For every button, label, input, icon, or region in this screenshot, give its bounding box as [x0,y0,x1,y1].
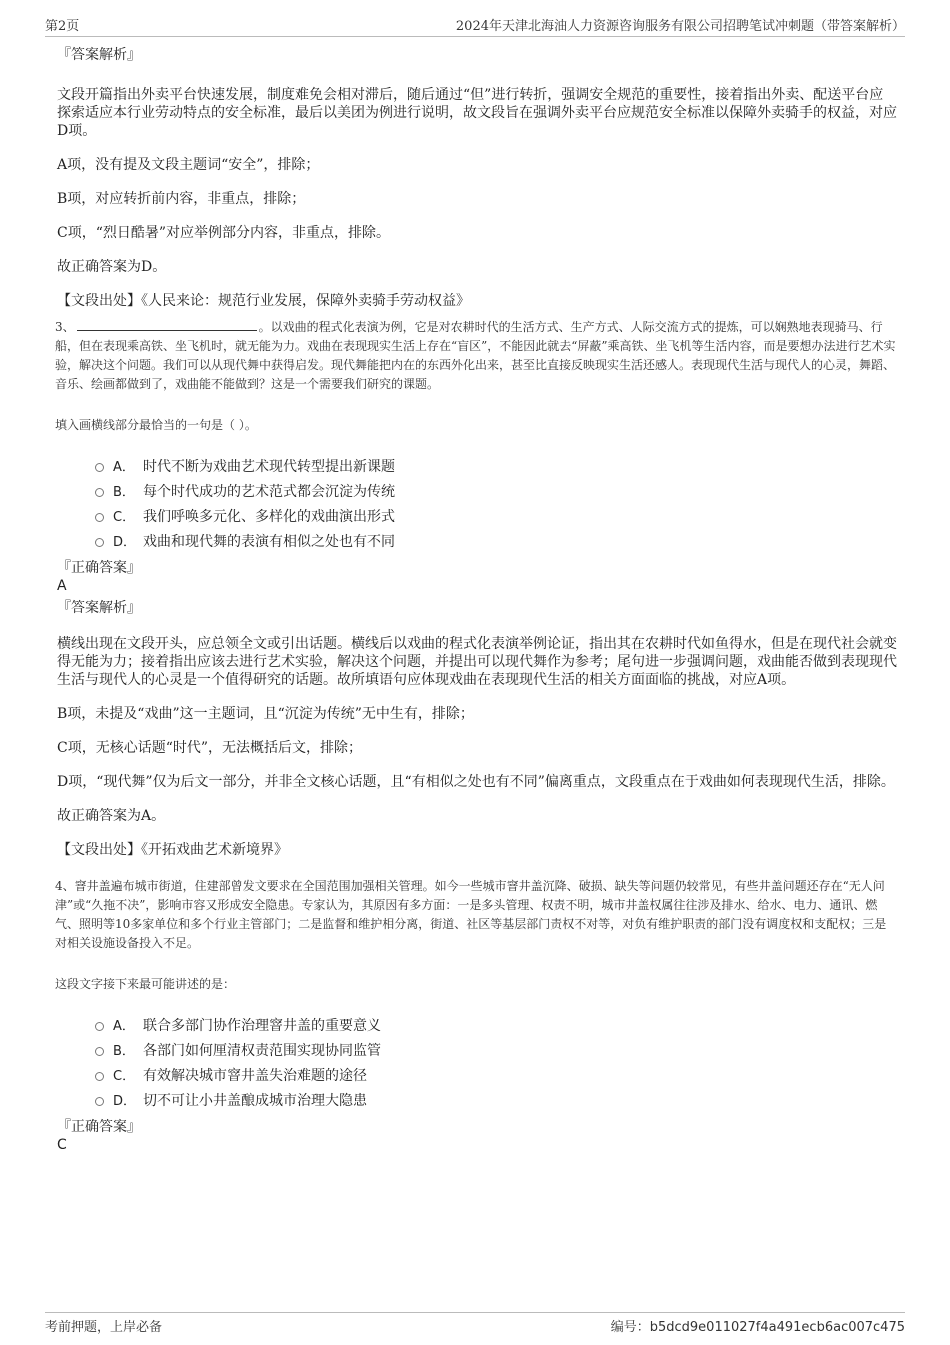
option-letter: D． [113,535,137,550]
option-b[interactable] [95,478,897,503]
option-text: 有效解决城市窨井盖失治难题的途径 [143,1067,367,1084]
explain-paragraph: 故正确答案为A。 [57,808,166,824]
question-3 [55,318,897,394]
option-a[interactable] [95,1012,897,1037]
option-text: 联合多部门协作治理窨井盖的重要意义 [143,1017,381,1034]
fill-blank [77,320,257,331]
option-c[interactable] [95,503,897,528]
explain-label: 『答案解析』 [57,600,141,616]
explain-paragraph: C项，“烈日酷暑”对应举例部分内容，非重点，排除。 [57,225,391,241]
answer-value: A [57,578,67,594]
option-letter: A． [113,460,135,475]
question-4: 4、窨井盖遍布城市街道，住建部曾发文要求在全国范围加强相关管理。如今一些城市窨井盖沉降、破损、缺失等问题仍较常见，有些井盖问题还存在“无人问津”或“久拖不决”，影响市容又形成安全隐患。专家认为，其原因有多方面：一是多头管理、权责不明，城市井盖权属往往涉及排水、给水、电力、通讯、燃气、照明等10多家单位和多个行业主管部门；二是监督和维护相分离，街道、社区等基层部门责权不对等，对负有维护职责的部门没有调度权和支配权；三是对相关设施设备投入不足。 [55,879,887,950]
option-text: 每个时代成功的艺术范式都会沉淀为传统 [143,483,395,500]
footer-slogan: 考前押题，上岸必备 [45,1320,163,1335]
page-number: 第2页 [45,19,80,34]
radio-icon[interactable] [95,463,104,472]
source-citation: 【文段出处】《人民来论：规范行业发展，保障外卖骑手劳动权益》 [57,293,470,309]
option-a[interactable] [95,453,897,478]
explain-paragraph: C项，无核心话题“时代”，无法概括后文，排除； [57,740,363,756]
answer-label: 『正确答案』 [57,560,141,576]
option-text: 时代不断为戏曲艺术现代转型提出新课题 [143,458,395,475]
option-d[interactable] [95,1087,897,1112]
explain-paragraph: 故正确答案为D。 [57,259,167,275]
radio-icon[interactable] [95,1072,104,1081]
radio-icon[interactable] [95,538,104,547]
document-title: 2024年天津北海油人力资源咨询服务有限公司招聘笔试冲刺题（带答案解析） [455,19,905,34]
explain-paragraph: B项，未提及“戏曲”这一主题词，且“沉淀为传统”无中生有，排除； [57,706,474,722]
option-letter: C． [113,510,136,525]
question-prompt: 这段文字接下来最可能讲述的是： [55,977,236,991]
option-d[interactable] [95,528,897,553]
option-text: 戏曲和现代舞的表演有相似之处也有不同 [143,533,395,550]
explain-paragraph: D项，“现代舞”仅为后文一部分，并非全文核心话题，且“有相似之处也有不同”偏离重点，文段重点在于戏曲如何表现现代生活，排除。 [57,774,895,790]
options-list [95,1012,897,1112]
answer-label: 『正确答案』 [57,1119,141,1135]
question-number: 3、 [55,320,75,334]
option-b[interactable] [95,1037,897,1062]
page-header [45,12,905,37]
radio-icon[interactable] [95,1022,104,1031]
explain-label: 『答案解析』 [57,47,141,63]
option-letter: D． [113,1094,137,1109]
radio-icon[interactable] [95,1047,104,1056]
option-letter: A． [113,1019,135,1034]
explain-paragraph: B项，对应转折前内容，非重点，排除； [57,191,306,207]
answer-value: C [57,1137,67,1153]
option-letter: B． [113,1044,135,1059]
option-text: 切不可让小井盖酿成城市治理大隐患 [143,1092,367,1109]
question-text: 。以戏曲的程式化表演为例，它是对农耕时代的生活方式、生产方式、人际交流方式的提炼，可以娴熟地表现骑马、行船，但在表现乘高铁、坐飞机时，就无能为力。戏曲在表现现实生活上存在“盲区”，不能因此就去“屏蔽”乘高铁、坐飞机等生活内容，而是要想办法进行艺术实验，解决这个问题。我们可以从现代舞中获得启发。现代舞能把内在的东西外化出来，甚至比直接反映现实生活还感人。表现现代生活与现代人的心灵，舞蹈、音乐、绘画都做到了，戏曲能不能做到？这是一个需要我们研究的课题。 [55,320,896,391]
explain-paragraph: 文段开篇指出外卖平台快速发展，制度难免会相对滞后，随后通过“但”进行转折，强调安全规范的重要性，接着指出外卖、配送平台应探索适应本行业劳动特点的安全标准，最后以美团为例进行说明，故文段旨在强调外卖平台应规范安全标准以保障外卖骑手的权益，对应D项。 [57,87,897,139]
explain-paragraph: 横线出现在文段开头，应总领全文或引出话题。横线后以戏曲的程式化表演举例论证，指出其在农耕时代如鱼得水，但是在现代社会就变得无能为力；接着指出应该去进行艺术实验，解决这个问题，并提出可以现代舞作为参考；尾句进一步强调问题，戏曲能否做到表现现代生活与现代人的心灵是一个值得研究的话题。故所填语句应体现戏曲在表现现代生活的相关方面面临的挑战，对应A项。 [57,636,897,688]
radio-icon[interactable] [95,1097,104,1106]
page-footer [45,1312,905,1335]
document-id: 编号：b5dcd9e011027f4a491ecb6ac007c475 [610,1320,905,1335]
radio-icon[interactable] [95,488,104,497]
option-c[interactable] [95,1062,897,1087]
question-prompt: 填入画横线部分最恰当的一句是（ ）。 [55,418,257,432]
option-letter: C． [113,1069,136,1084]
option-text: 我们呼唤多元化、多样化的戏曲演出形式 [143,508,395,525]
page-content [57,46,897,1158]
explain-paragraph: A项，没有提及文段主题词“安全”，排除； [57,157,320,173]
option-letter: B． [113,485,135,500]
radio-icon[interactable] [95,513,104,522]
source-citation: 【文段出处】《开拓戏曲艺术新境界》 [57,842,288,858]
options-list [95,453,897,553]
option-text: 各部门如何厘清权责范围实现协同监管 [143,1042,381,1059]
